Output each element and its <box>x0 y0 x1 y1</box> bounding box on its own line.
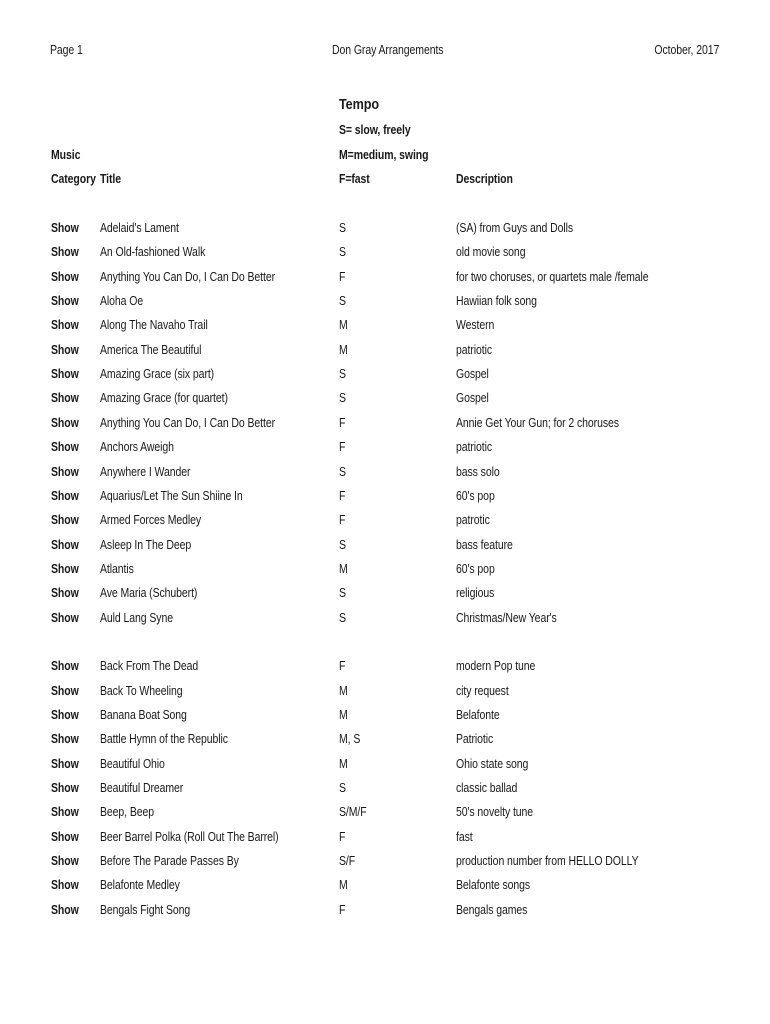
row-title: Banana Boat Song <box>100 708 187 722</box>
row-tempo: F <box>339 830 346 844</box>
document-date: October, 2017 <box>654 43 719 57</box>
row-description: Gospel <box>456 391 489 405</box>
row-title: Before The Parade Passes By <box>100 854 239 868</box>
table-row <box>0 610 770 626</box>
table-row <box>0 877 770 893</box>
row-title: Belafonte Medley <box>100 878 180 892</box>
row-description: classic ballad <box>456 781 518 795</box>
row-title: Battle Hymn of the Republic <box>100 732 228 746</box>
row-description: 60's pop <box>456 489 495 503</box>
row-title: Amazing Grace (six part) <box>100 367 215 381</box>
row-title: Beep, Beep <box>100 805 155 819</box>
row-tempo: S <box>339 245 346 259</box>
table-row <box>0 488 770 504</box>
row-title: Armed Forces Medley <box>100 513 202 527</box>
table-row <box>0 439 770 455</box>
row-tempo: M <box>339 684 348 698</box>
table-row <box>0 512 770 528</box>
row-description: old movie song <box>456 245 526 259</box>
row-category: Show <box>51 318 79 332</box>
row-category: Show <box>51 684 79 698</box>
title-heading: Title <box>100 172 121 186</box>
row-category: Show <box>51 878 79 892</box>
row-title: Aloha Oe <box>100 294 144 308</box>
row-category: Show <box>51 294 79 308</box>
row-description: 50's novelty tune <box>456 805 534 819</box>
row-tempo: F <box>339 513 346 527</box>
row-category: Show <box>51 732 79 746</box>
row-description: Western <box>456 318 495 332</box>
row-category: Show <box>51 562 79 576</box>
row-tempo: M <box>339 318 348 332</box>
row-title: Auld Lang Syne <box>100 611 173 625</box>
document-title: Don Gray Arrangements <box>332 43 444 57</box>
row-category: Show <box>51 611 79 625</box>
row-tempo: S <box>339 465 346 479</box>
table-row <box>0 707 770 723</box>
category-heading: Category <box>51 172 96 186</box>
music-heading: Music <box>51 148 81 162</box>
row-tempo: F <box>339 903 346 917</box>
row-title: Atlantis <box>100 562 134 576</box>
row-description: patriotic <box>456 343 493 357</box>
row-title: Anything You Can Do, I Can Do Better <box>100 416 276 430</box>
row-category: Show <box>51 343 79 357</box>
row-category: Show <box>51 270 79 284</box>
table-row <box>0 756 770 772</box>
row-title: Ave Maria (Schubert) <box>100 586 198 600</box>
row-title: Bengals Fight Song <box>100 903 191 917</box>
row-category: Show <box>51 708 79 722</box>
row-title: Beautiful Dreamer <box>100 781 184 795</box>
table-row <box>0 464 770 480</box>
table-row <box>0 829 770 845</box>
row-tempo: S <box>339 538 346 552</box>
tempo-legend-fast: F=fast <box>339 172 370 186</box>
table-row <box>0 390 770 406</box>
table-row <box>0 658 770 674</box>
row-category: Show <box>51 513 79 527</box>
row-description: bass feature <box>456 538 513 552</box>
row-tempo: S <box>339 391 346 405</box>
row-title: Adelaid's Lament <box>100 221 179 235</box>
row-category: Show <box>51 757 79 771</box>
row-tempo: M <box>339 708 348 722</box>
row-title: Back From The Dead <box>100 659 199 673</box>
row-description: (SA) from Guys and Dolls <box>456 221 574 235</box>
row-description: Belafonte <box>456 708 500 722</box>
tempo-heading: Tempo <box>339 96 379 113</box>
table-row <box>0 804 770 820</box>
row-tempo: S <box>339 586 346 600</box>
row-description: city request <box>456 684 509 698</box>
row-tempo: M, S <box>339 732 361 746</box>
row-category: Show <box>51 903 79 917</box>
row-category: Show <box>51 489 79 503</box>
row-tempo: S <box>339 611 346 625</box>
row-category: Show <box>51 440 79 454</box>
row-category: Show <box>51 586 79 600</box>
row-description: bass solo <box>456 465 500 479</box>
table-row <box>0 293 770 309</box>
table-row <box>0 366 770 382</box>
row-tempo: S/F <box>339 854 356 868</box>
row-description: fast <box>456 830 473 844</box>
row-tempo: S <box>339 294 346 308</box>
row-category: Show <box>51 391 79 405</box>
row-tempo: M <box>339 562 348 576</box>
row-title: Back To Wheeling <box>100 684 183 698</box>
row-tempo: S <box>339 221 346 235</box>
row-tempo: F <box>339 440 346 454</box>
row-title: Asleep In The Deep <box>100 538 192 552</box>
row-description: Belafonte songs <box>456 878 531 892</box>
row-title: Anchors Aweigh <box>100 440 174 454</box>
row-description: Ohio state song <box>456 757 529 771</box>
row-title: Along The Navaho Trail <box>100 318 208 332</box>
table-row <box>0 269 770 285</box>
row-tempo: M <box>339 878 348 892</box>
row-description: religious <box>456 586 495 600</box>
row-title: Beer Barrel Polka (Roll Out The Barrel) <box>100 830 279 844</box>
table-row <box>0 561 770 577</box>
row-description: Gospel <box>456 367 489 381</box>
row-description: patrotic <box>456 513 490 527</box>
table-row <box>0 342 770 358</box>
table-row <box>0 853 770 869</box>
tempo-legend-medium: M=medium, swing <box>339 148 429 162</box>
row-description: Bengals games <box>456 903 528 917</box>
tempo-legend-slow: S= slow, freely <box>339 123 411 137</box>
row-description: 60's pop <box>456 562 495 576</box>
row-tempo: F <box>339 416 346 430</box>
row-description: Patriotic <box>456 732 494 746</box>
description-heading: Description <box>456 172 513 186</box>
row-category: Show <box>51 221 79 235</box>
table-row <box>0 585 770 601</box>
row-tempo: F <box>339 489 346 503</box>
table-row <box>0 317 770 333</box>
row-category: Show <box>51 465 79 479</box>
table-row <box>0 780 770 796</box>
row-category: Show <box>51 245 79 259</box>
row-title: Anything You Can Do, I Can Do Better <box>100 270 276 284</box>
row-tempo: M <box>339 343 348 357</box>
table-row <box>0 244 770 260</box>
table-row <box>0 220 770 236</box>
row-category: Show <box>51 659 79 673</box>
row-category: Show <box>51 805 79 819</box>
table-row <box>0 683 770 699</box>
row-title: Beautiful Ohio <box>100 757 165 771</box>
row-category: Show <box>51 781 79 795</box>
table-row <box>0 731 770 747</box>
row-tempo: F <box>339 270 346 284</box>
row-title: Aquarius/Let The Sun Shiine In <box>100 489 243 503</box>
row-category: Show <box>51 538 79 552</box>
row-category: Show <box>51 416 79 430</box>
row-tempo: S/M/F <box>339 805 367 819</box>
table-row <box>0 537 770 553</box>
row-category: Show <box>51 854 79 868</box>
row-tempo: S <box>339 781 346 795</box>
table-row <box>0 415 770 431</box>
row-category: Show <box>51 830 79 844</box>
row-tempo: M <box>339 757 348 771</box>
row-title: America The Beautiful <box>100 343 202 357</box>
row-title: Amazing Grace (for quartet) <box>100 391 228 405</box>
row-description: for two choruses, or quartets male /female <box>456 270 649 284</box>
row-description: production number from HELLO DOLLY <box>456 854 639 868</box>
row-title: An Old-fashioned Walk <box>100 245 206 259</box>
row-tempo: F <box>339 659 346 673</box>
row-description: Annie Get Your Gun; for 2 choruses <box>456 416 619 430</box>
page-number: Page 1 <box>50 43 83 57</box>
row-description: Hawiian folk song <box>456 294 537 308</box>
row-category: Show <box>51 367 79 381</box>
row-tempo: S <box>339 367 346 381</box>
table-row <box>0 902 770 918</box>
row-description: patriotic <box>456 440 493 454</box>
row-description: Christmas/New Year's <box>456 611 557 625</box>
row-description: modern Pop tune <box>456 659 536 673</box>
row-title: Anywhere I Wander <box>100 465 191 479</box>
